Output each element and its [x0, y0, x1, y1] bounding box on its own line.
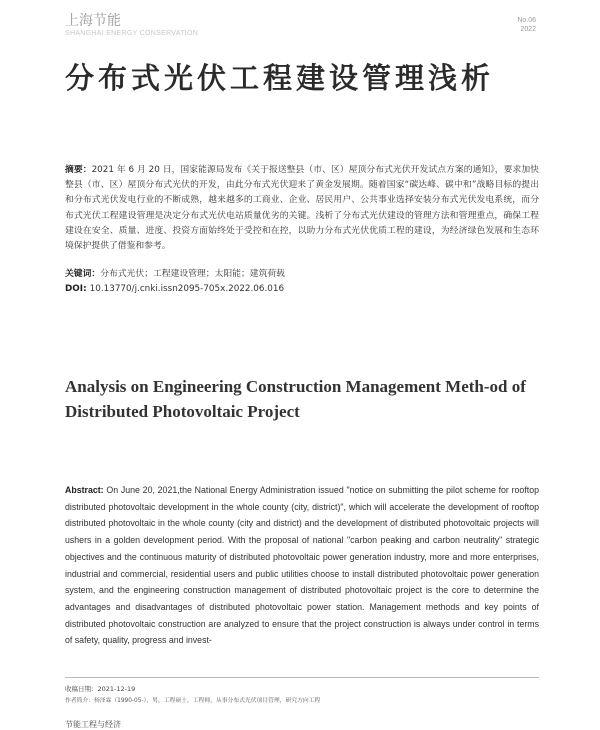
footnote-rule [65, 677, 539, 678]
author-info: 作者简介：杨泽霖（1990-05-），男，工程硕士，工程师，从事分布式光伏项目管理，研究方向工程 [65, 698, 321, 704]
page-title: 分布式光伏工程建设管理浅析 [65, 61, 495, 95]
page-footer: 节能工程与经济 [65, 720, 121, 729]
issue-info [517, 16, 536, 34]
doi: DOI: 10.13770/j.cnki.issn2095-705x.2022.06.016 [65, 284, 285, 294]
abstract-cn: 摘要：2021 年 6 月 20 日，国家能源局发布《关于报送整县（市、区）屋顶分布式光伏开发试点方案的通知》，要求加快整县（市、区）屋顶分布式光伏的开发，由此分布式光伏迎来了黄金发展期。随着国家“碳达峰、碳中和”战略目标的提出和分布式光伏发电行业的不断成熟，越来越多的工商业、企业、居民用户、公共事业选择安装分布式光伏发电系统，而分布式光伏工程建设管理是决定分布式光伏电站质量优劣的关键。浅析了分布式光伏建设的管理方法和管理重点，确保工程建设在安全、质量、进度、投资方面始终处于受控和在控，以助力分布式光伏优质工程的建设，为经济绿色发展和生态环境保护提供了借鉴和参考。 [65, 165, 539, 252]
abstract-en-label: Abstract: [65, 485, 104, 495]
title-en: Analysis on Engineering Construction Management Meth-od of Distributed Photovoltaic Project [65, 377, 526, 421]
keywords: 关键词：分布式光伏；工程建设管理；太阳能；建筑荷载 [65, 269, 285, 279]
keywords-text: 分布式光伏；工程建设管理；太阳能；建筑荷载 [100, 269, 285, 279]
abstract-en-text: On June 20, 2021,the National Energy Administration issued "notice on submitting the pilot scheme for rooftop distributed photovoltaic development in the whole county (city, district)", which will accelerate the development of rooftop distributed photovoltaic in the whole county (city and district) and the development of distributed photovoltaic projects will ushers in a golden development period. With the proposal of national "carbon peaking and carbon neutrality" strategic objectives and the continuous maturity of distributed photovoltaic power generation industry, more and more enterprises, industrial and commercial, residential users and public utilities choose to install distributed photovoltaic power generation system, and the engineering construction management of distributed photovoltaic project is the core to determine the advantages and disadvantages of distributed photovoltaic power station. Management methods and key points of distributed photovoltaic construction are analyzed to ensure that the project construction is always under control in terms of safety, quality, progress and invest- [65, 485, 539, 646]
issue-number: No.06 [517, 17, 536, 24]
abstract-en [65, 482, 539, 649]
abstract-cn-text: 2021 年 6 月 20 日，国家能源局发布《关于报送整县（市、区）屋顶分布式光伏开发试点方案的通知》，要求加快整县（市、区）屋顶分布式光伏的开发，由此分布式光伏迎来了黄金发展期。随着国家“碳达峰、碳中和”战略目标的提出和分布式光伏发电行业的不断成熟，越来越多的工商业、企业、居民用户、公共事业选择安装分布式光伏发电系统，而分布式光伏工程建设管理是决定分布式光伏电站质量优劣的关键。浅析了分布式光伏建设的管理方法和管理重点，确保工程建设在安全、质量、进度、投资方面始终处于受控和在控，以助力分布式光伏优质工程的建设，为经济绿色发展和生态环境保护提供了借鉴和参考。 [65, 165, 539, 252]
issue-year: 2022 [520, 26, 536, 33]
received-date: 收稿日期：2021-12-19 [65, 685, 136, 693]
doi-text: 10.13770/j.cnki.issn2095-705x.2022.06.016 [89, 284, 285, 294]
journal-name: 上海节能 [65, 13, 121, 29]
keywords-label: 关键词 [65, 269, 92, 279]
journal-name-en: SHANGHAI ENERGY CONSERVATION [65, 30, 199, 37]
doi-label: DOI [65, 284, 84, 294]
abstract-cn-label: 摘要 [65, 165, 83, 175]
